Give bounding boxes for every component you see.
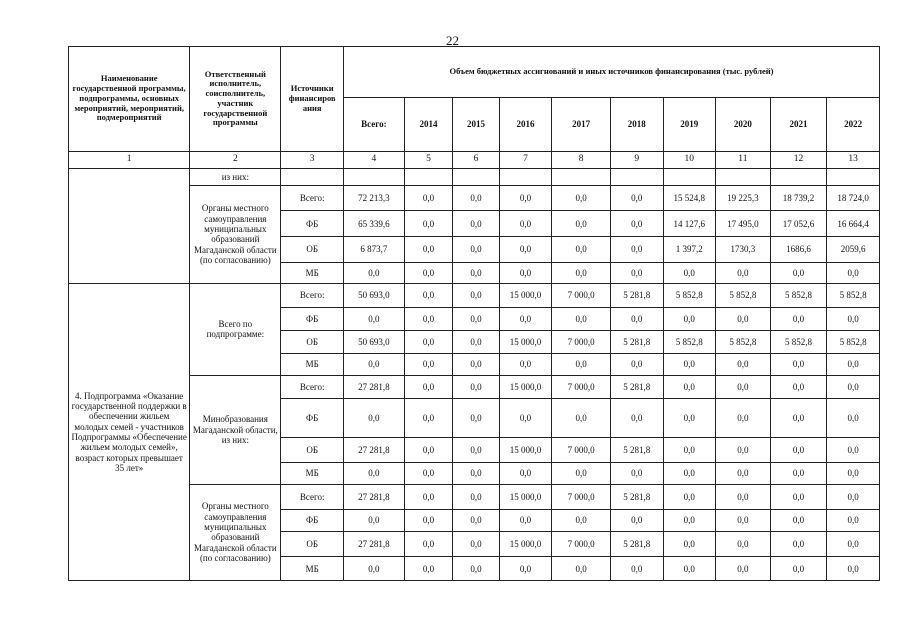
value-cell: 0,0	[344, 354, 405, 375]
header-sources-cell: Источники финансиров ания	[281, 47, 344, 152]
value-cell: 7 000,0	[552, 484, 611, 510]
of-which-label: из них:	[190, 168, 281, 185]
value-cell: 0,0	[663, 510, 716, 531]
executor-cell: Органы местного самоуправления муниципальных образований Магаданской области (по согласованию)	[190, 484, 281, 580]
value-cell: 15 524,8	[663, 185, 716, 211]
value-cell: 0,0	[499, 557, 552, 581]
value-cell: 0,0	[827, 354, 880, 375]
header-year-cell: 2014	[404, 98, 453, 151]
value-cell: 0,0	[552, 354, 611, 375]
value-cell: 0,0	[827, 531, 880, 557]
source-cell: ФБ	[281, 399, 344, 437]
column-number: 4	[344, 151, 405, 168]
column-number: 3	[281, 151, 344, 168]
value-cell: 0,0	[663, 307, 716, 330]
value-cell: 0,0	[552, 399, 611, 437]
source-cell: ОБ	[281, 331, 344, 354]
value-cell: 0,0	[453, 237, 500, 263]
value-cell: 19 225,3	[716, 185, 771, 211]
column-number: 12	[770, 151, 827, 168]
value-cell: 0,0	[453, 463, 500, 484]
value-cell: 0,0	[404, 531, 453, 557]
header-funding-group: Объем бюджетных ассигнований и иных источников финансирования (тыс. рублей)	[344, 47, 880, 98]
source-cell: МБ	[281, 354, 344, 375]
value-cell: 0,0	[499, 307, 552, 330]
header-row-1	[69, 47, 880, 98]
value-cell: 0,0	[827, 437, 880, 463]
value-cell: 17 052,6	[770, 211, 827, 237]
value-cell: 17 495,0	[716, 211, 771, 237]
value-cell: 7 000,0	[552, 284, 611, 307]
value-cell: 27 281,8	[344, 484, 405, 510]
value-cell: 0,0	[453, 185, 500, 211]
header-year-cell: 2022	[827, 98, 880, 151]
value-cell: 0,0	[716, 354, 771, 375]
source-cell: ФБ	[281, 307, 344, 330]
value-cell: 1 397,2	[663, 237, 716, 263]
of-which-row	[69, 168, 880, 185]
source-cell: ФБ	[281, 211, 344, 237]
value-cell: 0,0	[716, 557, 771, 581]
value-cell: 6 873,7	[344, 237, 405, 263]
value-cell: 0,0	[610, 237, 663, 263]
value-cell: 72 213,3	[344, 185, 405, 211]
value-cell: 15 000,0	[499, 531, 552, 557]
value-cell: 5 281,8	[610, 484, 663, 510]
executor-cell: Органы местного самоуправления муниципальных образований Магаданской области (по согласованию)	[190, 185, 281, 283]
value-cell: 0,0	[344, 510, 405, 531]
value-cell: 0,0	[827, 484, 880, 510]
value-cell: 15 000,0	[499, 375, 552, 398]
source-cell: Всего:	[281, 185, 344, 211]
value-cell: 65 339,6	[344, 211, 405, 237]
value-cell: 5 281,8	[610, 284, 663, 307]
value-cell: 0,0	[499, 185, 552, 211]
page-number: 22	[446, 33, 459, 48]
table-row	[69, 484, 880, 510]
value-cell: 14 127,6	[663, 211, 716, 237]
value-cell: 0,0	[453, 557, 500, 581]
value-cell: 0,0	[552, 463, 611, 484]
value-cell: 0,0	[663, 531, 716, 557]
value-cell: 0,0	[453, 211, 500, 237]
value-cell: 0,0	[552, 307, 611, 330]
value-cell: 0,0	[552, 557, 611, 581]
value-cell: 16 664,4	[827, 211, 880, 237]
value-cell: 0,0	[499, 237, 552, 263]
value-cell: 0,0	[663, 557, 716, 581]
value-cell: 0,0	[827, 307, 880, 330]
column-number: 11	[716, 151, 771, 168]
value-cell: 0,0	[827, 375, 880, 398]
value-cell: 7 000,0	[552, 331, 611, 354]
value-cell: 0,0	[770, 531, 827, 557]
value-cell: 5 281,8	[610, 375, 663, 398]
value-cell: 0,0	[610, 399, 663, 437]
value-cell: 0,0	[404, 262, 453, 283]
value-cell: 27 281,8	[344, 531, 405, 557]
executor-cell: Минобразования Магаданской области, из них:	[190, 375, 281, 484]
value-cell: 0,0	[716, 531, 771, 557]
value-cell: 0,0	[770, 375, 827, 398]
header-total-cell: Всего:	[344, 98, 405, 151]
value-cell: 0,0	[499, 211, 552, 237]
value-cell: 0,0	[827, 262, 880, 283]
value-cell: 0,0	[663, 262, 716, 283]
value-cell: 0,0	[663, 484, 716, 510]
value-cell: 0,0	[404, 484, 453, 510]
value-cell: 0,0	[499, 262, 552, 283]
value-cell: 0,0	[663, 375, 716, 398]
value-cell: 0,0	[453, 307, 500, 330]
value-cell: 0,0	[499, 463, 552, 484]
value-cell: 0,0	[453, 399, 500, 437]
header-name-cell: Наименование государственной программы, подпрограммы, основных мероприятий, мероприятий, подмероприятий	[69, 47, 190, 152]
value-cell: 0,0	[404, 307, 453, 330]
value-cell: 0,0	[610, 557, 663, 581]
value-cell: 7 000,0	[552, 437, 611, 463]
value-cell: 0,0	[663, 463, 716, 484]
value-cell: 0,0	[404, 185, 453, 211]
value-cell: 15 000,0	[499, 484, 552, 510]
value-cell: 0,0	[716, 262, 771, 283]
column-number: 5	[404, 151, 453, 168]
value-cell: 0,0	[716, 375, 771, 398]
subprogram-name-cell: 4. Подпрограмма «Оказание государственной поддержки в обеспечении жильем молодых семей - участников Подпрограммы «Обеспечение жильем молодых семей», возраст которых превышает 35 лет»	[69, 284, 190, 581]
source-cell: ФБ	[281, 510, 344, 531]
value-cell: 5 852,8	[716, 331, 771, 354]
value-cell: 5 852,8	[663, 331, 716, 354]
value-cell: 5 281,8	[610, 437, 663, 463]
header-year-cell: 2019	[663, 98, 716, 151]
value-cell: 0,0	[344, 399, 405, 437]
header-year-cell: 2016	[499, 98, 552, 151]
value-cell: 0,0	[770, 437, 827, 463]
source-cell: Всего:	[281, 284, 344, 307]
value-cell: 0,0	[663, 399, 716, 437]
column-number: 10	[663, 151, 716, 168]
source-cell: ОБ	[281, 237, 344, 263]
value-cell: 0,0	[716, 463, 771, 484]
value-cell: 5 852,8	[716, 284, 771, 307]
value-cell: 0,0	[663, 437, 716, 463]
value-cell: 0,0	[770, 557, 827, 581]
value-cell: 0,0	[453, 354, 500, 375]
value-cell: 0,0	[770, 307, 827, 330]
value-cell: 5 281,8	[610, 331, 663, 354]
value-cell: 0,0	[610, 185, 663, 211]
header-year-cell: 2017	[552, 98, 611, 151]
value-cell: 0,0	[499, 399, 552, 437]
value-cell: 5 852,8	[770, 331, 827, 354]
value-cell: 18 724,0	[827, 185, 880, 211]
value-cell: 0,0	[770, 510, 827, 531]
column-number: 13	[827, 151, 880, 168]
value-cell: 0,0	[404, 399, 453, 437]
value-cell: 0,0	[770, 484, 827, 510]
column-number: 1	[69, 151, 190, 168]
column-number-row	[69, 151, 880, 168]
header-year-cell: 2021	[770, 98, 827, 151]
value-cell: 0,0	[499, 510, 552, 531]
table-row	[69, 185, 880, 211]
value-cell: 0,0	[827, 510, 880, 531]
value-cell: 0,0	[404, 331, 453, 354]
value-cell: 0,0	[404, 211, 453, 237]
value-cell: 0,0	[453, 510, 500, 531]
value-cell: 0,0	[344, 262, 405, 283]
executor-cell: Всего по подпрограмме:	[190, 284, 281, 376]
value-cell: 0,0	[552, 262, 611, 283]
value-cell: 0,0	[827, 463, 880, 484]
value-cell: 0,0	[610, 307, 663, 330]
value-cell: 0,0	[453, 375, 500, 398]
value-cell: 15 000,0	[499, 331, 552, 354]
header-year-cell: 2020	[716, 98, 771, 151]
value-cell: 1730,3	[716, 237, 771, 263]
value-cell: 0,0	[499, 354, 552, 375]
header-year-cell: 2018	[610, 98, 663, 151]
value-cell: 0,0	[552, 211, 611, 237]
header-year-cell: 2015	[453, 98, 500, 151]
source-cell: ОБ	[281, 437, 344, 463]
value-cell: 27 281,8	[344, 375, 405, 398]
value-cell: 0,0	[610, 354, 663, 375]
value-cell: 0,0	[716, 307, 771, 330]
value-cell: 15 000,0	[499, 284, 552, 307]
value-cell: 0,0	[716, 399, 771, 437]
budget-table	[68, 46, 880, 581]
value-cell: 0,0	[716, 437, 771, 463]
value-cell: 0,0	[404, 354, 453, 375]
column-number: 8	[552, 151, 611, 168]
value-cell: 0,0	[770, 463, 827, 484]
value-cell: 0,0	[610, 262, 663, 283]
source-cell: ОБ	[281, 531, 344, 557]
value-cell: 0,0	[716, 484, 771, 510]
value-cell: 0,0	[404, 284, 453, 307]
value-cell: 50 693,0	[344, 284, 405, 307]
value-cell: 1686,6	[770, 237, 827, 263]
value-cell: 18 739,2	[770, 185, 827, 211]
value-cell: 0,0	[770, 399, 827, 437]
value-cell: 0,0	[453, 331, 500, 354]
source-cell: Всего:	[281, 375, 344, 398]
value-cell: 0,0	[610, 510, 663, 531]
value-cell: 27 281,8	[344, 437, 405, 463]
value-cell: 0,0	[770, 262, 827, 283]
value-cell: 0,0	[827, 399, 880, 437]
table-row	[69, 375, 880, 398]
value-cell: 0,0	[716, 510, 771, 531]
value-cell: 5 852,8	[827, 284, 880, 307]
value-cell: 0,0	[453, 437, 500, 463]
value-cell: 0,0	[663, 354, 716, 375]
value-cell: 0,0	[552, 185, 611, 211]
value-cell: 0,0	[453, 262, 500, 283]
value-cell: 5 852,8	[827, 331, 880, 354]
value-cell: 0,0	[404, 375, 453, 398]
value-cell: 5 852,8	[663, 284, 716, 307]
header-executor-cell: Ответственный исполнитель, соисполнитель, участник государственной программы	[190, 47, 281, 152]
column-number: 9	[610, 151, 663, 168]
value-cell: 0,0	[404, 463, 453, 484]
value-cell: 0,0	[610, 463, 663, 484]
value-cell: 5 281,8	[610, 531, 663, 557]
value-cell: 0,0	[453, 484, 500, 510]
value-cell: 0,0	[344, 557, 405, 581]
column-number: 7	[499, 151, 552, 168]
value-cell: 2059,6	[827, 237, 880, 263]
value-cell: 0,0	[453, 284, 500, 307]
column-number: 6	[453, 151, 500, 168]
source-cell: МБ	[281, 557, 344, 581]
value-cell: 0,0	[770, 354, 827, 375]
value-cell: 0,0	[404, 557, 453, 581]
value-cell: 0,0	[453, 531, 500, 557]
value-cell: 50 693,0	[344, 331, 405, 354]
source-cell: Всего:	[281, 484, 344, 510]
value-cell: 0,0	[552, 237, 611, 263]
value-cell: 15 000,0	[499, 437, 552, 463]
empty-name-cell	[69, 168, 190, 283]
value-cell: 0,0	[404, 510, 453, 531]
column-number: 2	[190, 151, 281, 168]
value-cell: 0,0	[827, 557, 880, 581]
source-cell: МБ	[281, 463, 344, 484]
value-cell: 0,0	[552, 510, 611, 531]
table-row	[69, 284, 880, 307]
value-cell: 5 852,8	[770, 284, 827, 307]
value-cell: 0,0	[610, 211, 663, 237]
value-cell: 0,0	[344, 307, 405, 330]
value-cell: 0,0	[344, 463, 405, 484]
value-cell: 7 000,0	[552, 531, 611, 557]
value-cell: 0,0	[404, 437, 453, 463]
source-cell: МБ	[281, 262, 344, 283]
value-cell: 0,0	[404, 237, 453, 263]
value-cell: 7 000,0	[552, 375, 611, 398]
